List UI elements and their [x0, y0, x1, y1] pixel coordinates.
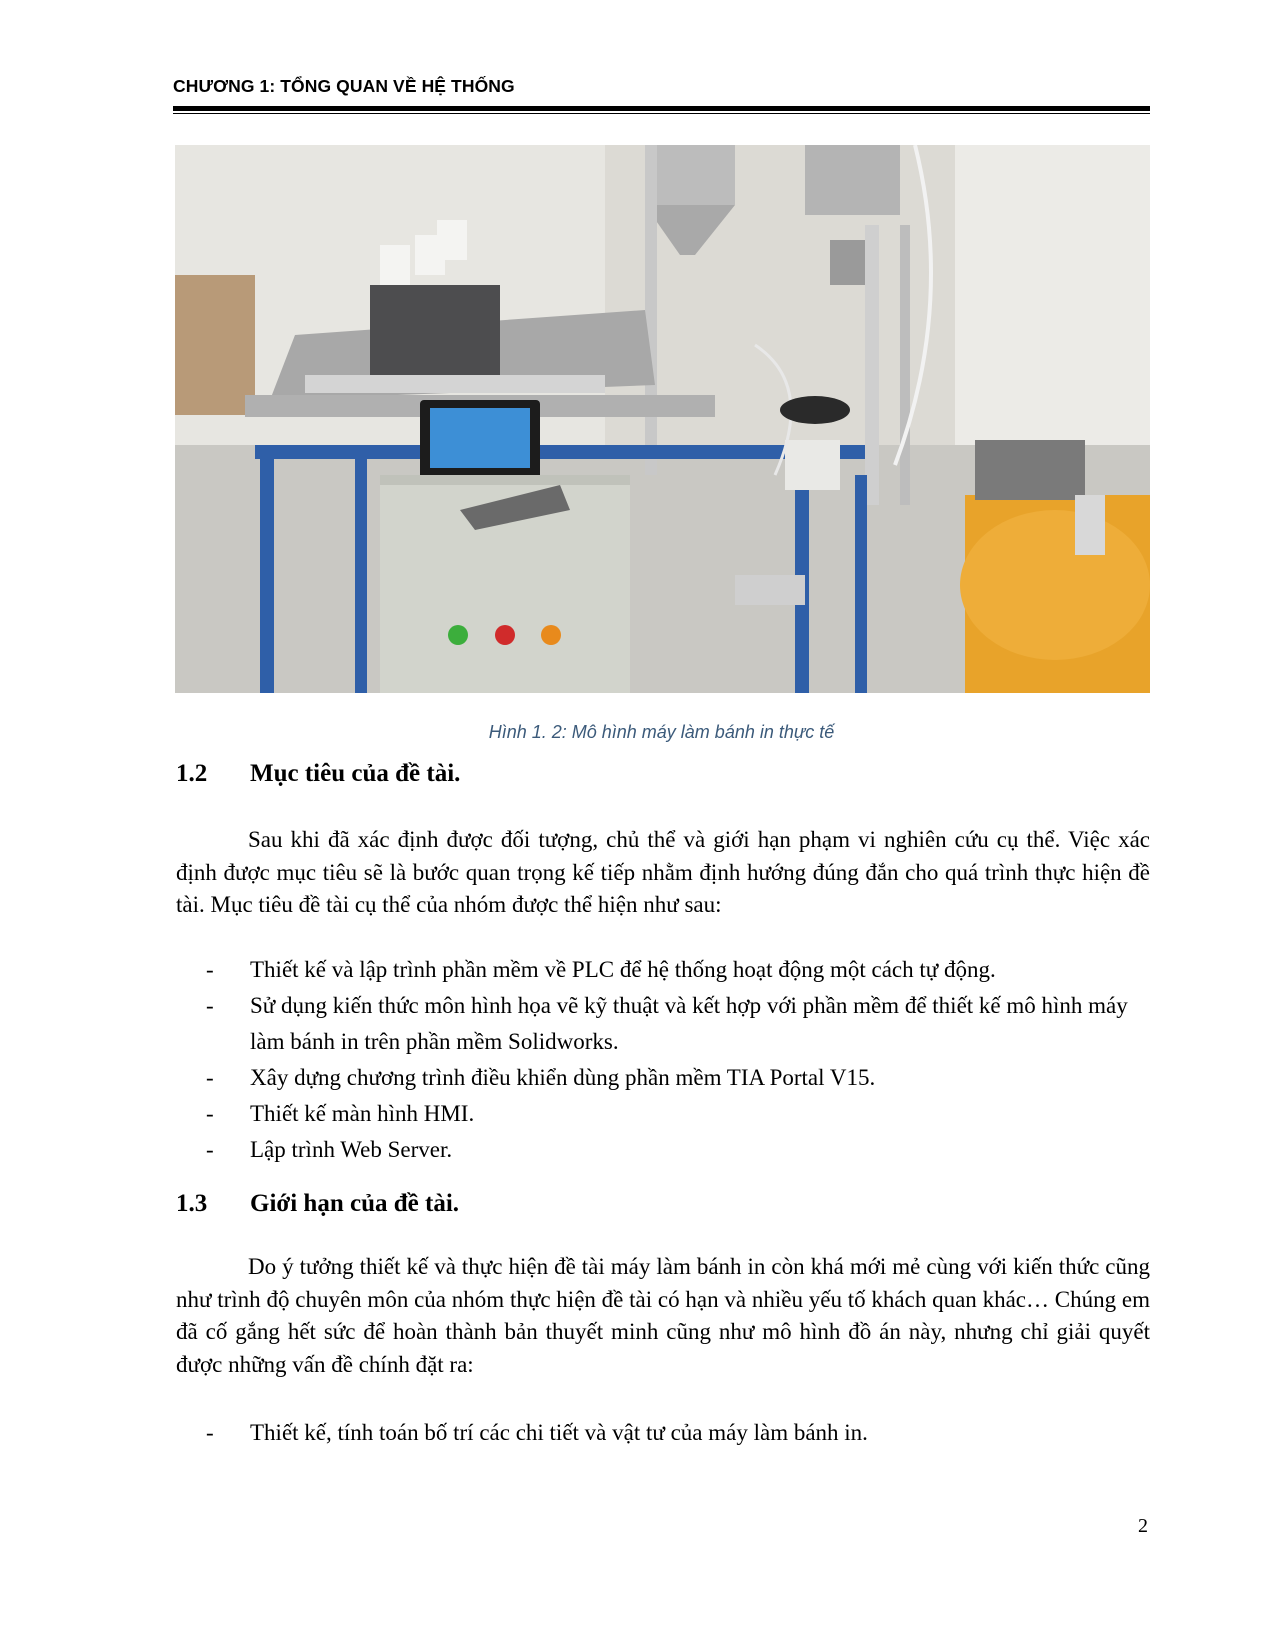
list-item [176, 1415, 1150, 1451]
machine-photo [175, 145, 1150, 693]
objectives-list [176, 952, 1150, 1168]
page-number: 2 [1138, 1515, 1148, 1537]
bullet-dash: - [206, 1137, 214, 1162]
paragraph-limitations: Do ý tưởng thiết kế và thực hiện đề tài máy làm bánh in còn khá mới mẻ cùng với kiến thức cũng như trình độ chuyên môn của nhóm thực hiện đề tài có hạn và nhiều yếu tố khách quan khác… Chúng em đã cố gắng hết sức để hoàn thành bản thuyết minh cũng như mô hình đồ án này, nhưng chỉ giải quyết được những vấn đề chính đặt ra: [176, 1254, 1150, 1377]
list-item-text: Sử dụng kiến thức môn hình họa vẽ kỹ thuật và kết hợp với phần mềm để thiết kế mô hình máy làm bánh in trên phần mềm Solidworks. [250, 993, 1128, 1054]
bullet-dash: - [206, 1420, 214, 1445]
list-item [176, 952, 1150, 988]
bullet-dash: - [206, 993, 214, 1018]
list-item [176, 1132, 1150, 1168]
limitations-list [176, 1415, 1150, 1451]
section-heading-1-2 [176, 760, 460, 788]
list-item [176, 1096, 1150, 1132]
list-item-text: Thiết kế màn hình HMI. [250, 1101, 475, 1126]
section-heading-1-3 [176, 1190, 459, 1218]
section-title: Mục tiêu của đề tài. [250, 760, 461, 787]
figure-caption: Hình 1. 2: Mô hình máy làm bánh in thực tế [488, 722, 835, 742]
paragraph-objectives: Sau khi đã xác định được đối tượng, chủ thể và giới hạn phạm vi nghiên cứu cụ thể. Việc xác định được mục tiêu sẽ là bước quan trọng kế tiếp nhằm định hướng đúng đắn cho quá trình thực hiện đề tài. Mục tiêu đề tài cụ thể của nhóm được thể hiện như sau: [176, 827, 1150, 917]
list-item-text: Thiết kế và lập trình phần mềm về PLC để hệ thống hoạt động một cách tự động. [250, 957, 996, 982]
list-item-text: Xây dựng chương trình điều khiển dùng phần mềm TIA Portal V15. [250, 1065, 876, 1090]
machine-photo-illustration [175, 145, 1150, 693]
bullet-dash: - [206, 1065, 214, 1090]
bullet-dash: - [206, 1101, 214, 1126]
section-title: Giới hạn của đề tài. [250, 1190, 460, 1217]
section-number: 1.2 [176, 760, 208, 787]
chapter-header: CHƯƠNG 1: TỔNG QUAN VỀ HỆ THỐNG [173, 76, 515, 96]
header-rule-thin [173, 113, 1150, 114]
bullet-dash: - [206, 957, 214, 982]
list-item [176, 988, 1150, 1060]
header-rule-thick [173, 106, 1150, 111]
section-number: 1.3 [176, 1190, 208, 1217]
list-item-text: Thiết kế, tính toán bố trí các chi tiết và vật tư của máy làm bánh in. [250, 1420, 868, 1445]
list-item-text: Lập trình Web Server. [250, 1137, 453, 1162]
list-item [176, 1060, 1150, 1096]
